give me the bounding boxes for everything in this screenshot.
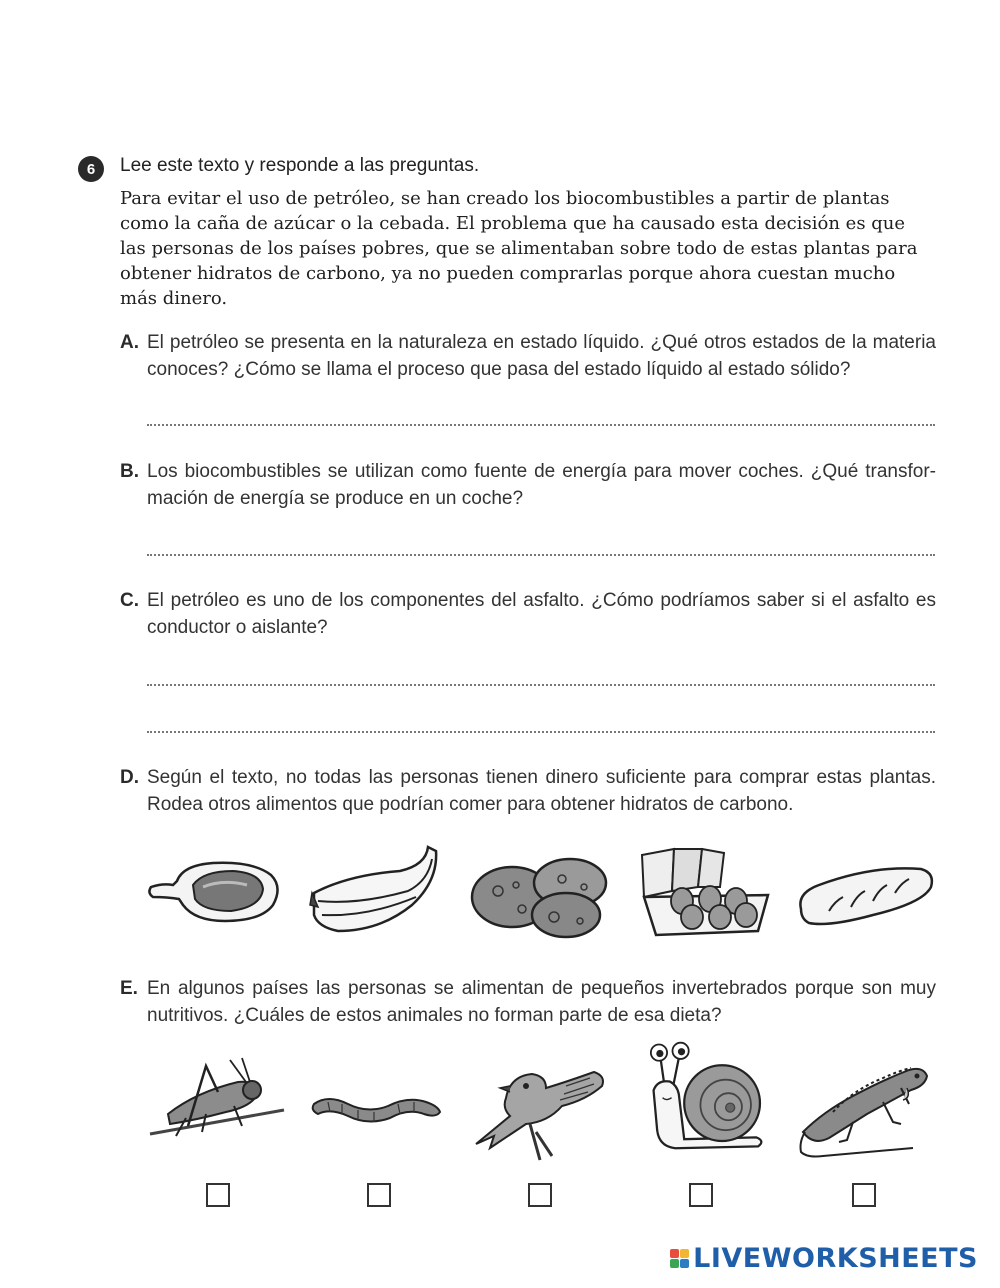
- question-b: [120, 458, 936, 512]
- worm-image: [308, 1052, 453, 1162]
- meat-chop-image[interactable]: [143, 835, 288, 945]
- checkbox-snail[interactable]: [689, 1183, 713, 1207]
- eggs-carton-image[interactable]: [632, 835, 777, 945]
- answer-input-a[interactable]: [147, 402, 939, 426]
- logo-mark-icon: [670, 1249, 689, 1268]
- question-letter: A.: [120, 332, 139, 353]
- question-letter: D.: [120, 767, 139, 788]
- liveworksheets-logo: [670, 1243, 978, 1274]
- snail-image: [632, 1040, 777, 1150]
- answer-line-b[interactable]: [147, 532, 935, 556]
- question-text: El petróleo se presenta en la naturaleza en estado líquido. ¿Qué otros estados de la materia conoces? ¿Cómo se llama el proceso que pasa del estado líquido al estado sólido?: [147, 332, 936, 380]
- question-letter: E.: [120, 978, 138, 999]
- bird-image: [470, 1052, 615, 1162]
- question-text: El petróleo es uno de los componentes del asfalto. ¿Cómo podríamos saber si el asfalto es conductor o aislante?: [147, 590, 936, 638]
- grasshopper-image: [146, 1052, 291, 1162]
- checkbox-iguana[interactable]: [852, 1183, 876, 1207]
- answer-line-a[interactable]: [147, 402, 935, 426]
- checkbox-worm[interactable]: [367, 1183, 391, 1207]
- answer-line-c2[interactable]: [147, 709, 935, 733]
- question-text: En algunos países las personas se alimentan de pequeños invertebrados porque son muy nutritivos. ¿Cuáles de estos animales no forman parte de esa dieta?: [147, 978, 936, 1026]
- question-d: [120, 764, 936, 818]
- potatoes-image[interactable]: [470, 835, 615, 945]
- question-a: [120, 329, 936, 383]
- answer-input-c2[interactable]: [147, 709, 939, 733]
- reading-passage: Para evitar el uso de petróleo, se han creado los biocombustibles a partir de plantas como la caña de azúcar o la cebada. El problema que ha causado esta decisión es que las personas de los países pobres, que se alimentaban sobre todo de estas plantas para obtener hidratos de carbono, ya no pueden comprarlas porque ahora cuestan mucho más dinero.: [120, 188, 918, 309]
- question-letter: C.: [120, 590, 139, 611]
- bread-loaf-image[interactable]: [793, 835, 938, 945]
- question-text: Los biocombustibles se utilizan como fuente de energía para mover coches. ¿Qué transfor-mación de energía se produce en un coche?: [147, 461, 936, 509]
- logo-text: LIVEWORKSHEETS: [693, 1243, 978, 1274]
- question-e: [120, 975, 936, 1029]
- question-letter: B.: [120, 461, 139, 482]
- iguana-image: [793, 1052, 938, 1162]
- question-text: Según el texto, no todas las personas tienen dinero suficiente para comprar estas plantas. Rodea otros alimentos que podrían comer para obtener hidratos de carbono.: [147, 767, 936, 815]
- answer-line-c1[interactable]: [147, 662, 935, 686]
- checkbox-grasshopper[interactable]: [206, 1183, 230, 1207]
- exercise-number-badge: 6: [78, 156, 104, 182]
- exercise-instruction: Lee este texto y responde a las preguntas.: [120, 155, 480, 176]
- bananas-image[interactable]: [308, 835, 453, 945]
- question-c: [120, 587, 936, 641]
- answer-input-b[interactable]: [147, 532, 939, 556]
- answer-input-c1[interactable]: [147, 662, 939, 686]
- checkbox-bird[interactable]: [528, 1183, 552, 1207]
